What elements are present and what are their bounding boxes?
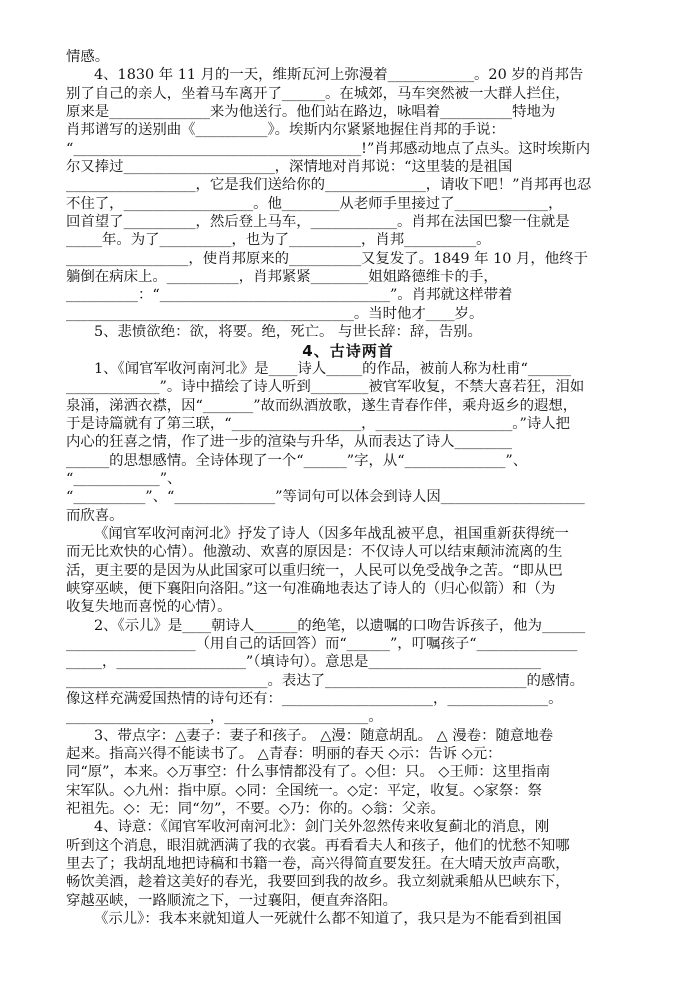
text-line: 里去了；我胡乱地把诗稿和书籍一卷，高兴得简直要发狂。在大晴天放声高歌， (66, 856, 570, 873)
text-line: _____，__________________”（填诗句）。意思是________________________ (66, 654, 542, 671)
text-line: _____________”。诗中描绘了诗人听到________被官军收复，不禁大喜若狂，泪如 (66, 379, 585, 396)
text-line: 而无比欢快的心情）。他激动、欢喜的原因是：不仅诗人可以结束颠沛流离的生 (66, 544, 563, 561)
text-line: 2、《示儿》是____朝诗人______的绝笔，以遗嘱的口吻告诉孩子，他为______ (94, 617, 586, 634)
text-line: 原来是______________来为他送行。他们站在路边，咏唱着__________特地为 (66, 104, 556, 121)
text-line: 情感。 (66, 49, 110, 65)
text-line: 《闻官军收河南河北》抒发了诗人（因多年战乱被平息，祖国重新获得统一 (94, 525, 569, 542)
text-line: 而欣喜。 (66, 507, 124, 524)
text-line: ____________________________。表达了____________________________的感情。 (66, 672, 585, 689)
text-line: 泉涌，涕洒衣襟，因“_______”故而纵酒放歌，遂生青春作伴，乘舟返乡的遐想， (66, 397, 578, 414)
text-line: 不住了，__________________。他________从老师手里接过了_____________， (66, 195, 563, 212)
section-title-text: 4、古诗两首 (302, 341, 394, 360)
text-line: 像这样充满爱国热情的诗句还有：_____________________，______________。 (66, 691, 563, 708)
text-line: ____________________，____________________。 (66, 709, 383, 726)
text-line: “____________”、 (66, 470, 182, 487)
text-line: ________________________________________。当时他才____岁。 (66, 305, 484, 322)
text-line: 回首望了__________，然后登上马车，____________。肖邦在法国巴黎一住就是 (66, 214, 570, 231)
text-line: 起来。指高兴得不能读书了。 △青春：明丽的春天 ◇示：告诉 ◇元： (66, 746, 502, 763)
text-line: “__________”、“______________”等词句可以体会到诗人因____________________ (66, 489, 585, 506)
section-title (66, 342, 630, 360)
text-line: _________________，使肖邦原来的__________又复发了。1849 年 10 月，他终于 (66, 250, 588, 267)
text-line: 祀祖先。◇：无：同“勿”，不要。◇乃：你的。◇翁：父亲。 (66, 801, 445, 818)
text-line: __________________，它是我们送给你的______________，请收下吧！”肖邦再也忍 (66, 177, 592, 194)
text-line: 肖邦谱写的送别曲《__________》。埃斯内尔紧紧地握住肖邦的手说： (66, 122, 505, 139)
text-line: 尔又捧过_____________________，深情地对肖邦说：“这里装的是祖国 (66, 159, 513, 176)
text-line: 活，更主要的是因为从此国家可以重归统一，人民可以免受战争之苦。“即从巴 (66, 562, 563, 579)
text-line: ______的思想感情。全诗体现了一个“______”字，从“______________”、 (66, 452, 528, 469)
text-line: 《示儿》：我本来就知道人一死就什么都不知道了，我只是为不能看到祖国 (94, 911, 562, 928)
text-line: 5、悲愤欲绝：欲，将要。绝，死亡。 与世长辞：辞，告别。 (94, 324, 482, 341)
text-line: __________：“________________________________”。肖邦就这样带着 (66, 287, 513, 304)
text-line: 峡穿巫峡，便下襄阳向洛阳。”这一句准确地表达了诗人的（归心似箭）和（为 (66, 580, 556, 597)
text-line: 别了自己的亲人，坐着马车离开了______。在城郊，马车突然被一大群人拦住， (66, 85, 570, 102)
text-line: “________________________________________!”肖邦感动地点了点头。这时埃斯内 (66, 140, 591, 157)
text-line: 穿越巫峡，一路顺流之下，一过襄阳，便直奔洛阳。 (66, 892, 397, 909)
text-line: 畅饮美酒，趁着这美好的春光，我要回到我的故乡。我立刻就乘船从巴峡东下， (66, 874, 570, 891)
text-line: 收复失地而喜悦的心情）。 (66, 599, 232, 616)
text-line: 躺倒在病床上。__________，肖邦紧紧________姐姐路德维卡的手， (66, 269, 498, 286)
text-line: 4、1830 年 11 月的一天，维斯瓦河上弥漫着____________。20 岁的肖邦告 (94, 67, 584, 84)
text-line: 同“原”，本来。◇万事空：什么事情都没有了。◇但：只。 ◇王师：这里指南 (66, 764, 551, 781)
text-line: _____年。为了__________，也为了__________，肖邦__________。 (66, 232, 491, 249)
document-page (66, 48, 630, 929)
text-line: 1、《闻官军收河南河北》是____诗人_____的作品，被前人称为杜甫“______ (94, 360, 572, 377)
text-line: 3、带点字：△妻子：妻子和孩子。 △漫：随意胡乱。 △ 漫卷：随意地卷 (94, 727, 554, 744)
text-line: 于是诗篇就有了第三联，“__________________，___________________。”诗人把 (66, 415, 570, 432)
text-line: 内心的狂喜之情，作了进一步的渲染与升华，从而表达了诗人________ (66, 434, 513, 451)
text-line: __________________（用自己的话回答）而“______”，叮嘱孩子“______________ (66, 636, 578, 652)
text-line: 宋军队。◇九州：指中原。◇同：全国统一。◇定：平定，收复。◇家祭：祭 (66, 782, 542, 799)
text-line: 4、诗意：《闻官军收河南河北》：剑门关外忽然传来收复蓟北的消息，刚 (94, 819, 550, 836)
text-line: 听到这个消息，眼泪就洒满了我的衣裳。再看看夫人和孩子，他们的忧愁不知哪 (66, 837, 570, 854)
